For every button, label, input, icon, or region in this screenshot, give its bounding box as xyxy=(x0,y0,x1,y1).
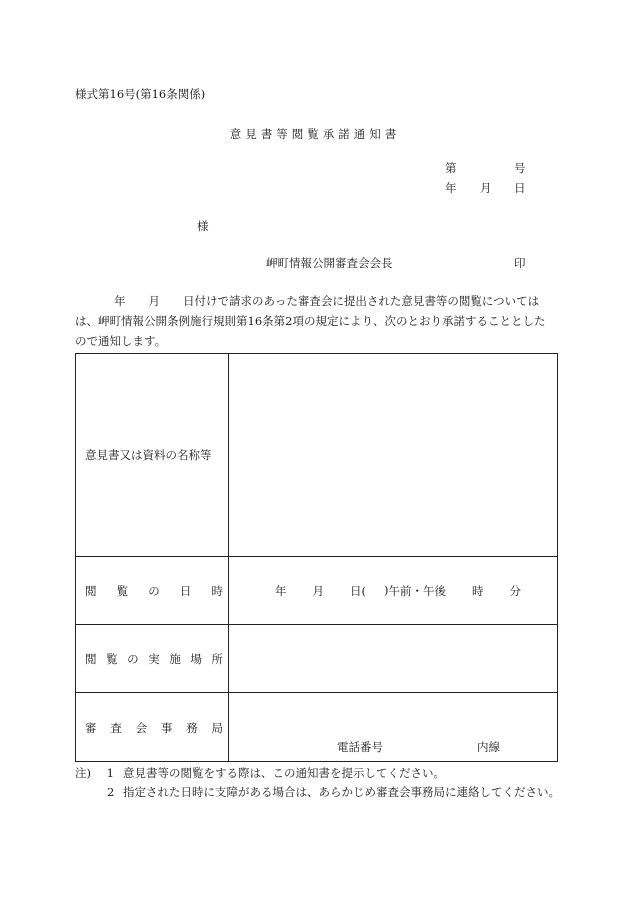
document-title: 意見書等閲覧承諾通知書 xyxy=(229,127,401,141)
note-text: 指定された日時に支障がある場合は、あらかじめ審査会事務局に連絡してください。 xyxy=(123,785,560,799)
dt-minute: 分 xyxy=(509,583,521,598)
date-year: 年 xyxy=(445,181,457,195)
dt-day: 日( xyxy=(350,583,366,598)
dt-month: 月 xyxy=(312,583,324,598)
dt-year: 年 xyxy=(275,583,287,598)
notice-form-table xyxy=(75,353,558,762)
body-line-2: は、岬町情報公開条例施行規則第16条第2項の規定により、次のとおり承諾することとした xyxy=(75,314,546,328)
notice-body xyxy=(75,291,555,351)
document-name-field xyxy=(229,354,558,557)
secretariat-label: 審 査 会 事 務 局 xyxy=(76,693,229,762)
row-viewing-place xyxy=(76,625,558,693)
viewing-place-field xyxy=(229,625,558,693)
issuer-name: 岬町情報公開審査会会長 xyxy=(266,256,393,270)
doc-number-suffix: 号 xyxy=(514,161,526,175)
date-month: 月 xyxy=(480,181,492,195)
viewing-datetime-label: 閲 覧 の 日 時 xyxy=(76,557,229,625)
note-item-1 xyxy=(75,764,565,783)
dt-hour: 時 xyxy=(472,583,484,598)
recipient-suffix: 様 xyxy=(197,219,209,233)
note-number: 2 xyxy=(107,785,115,799)
date-day: 日 xyxy=(514,181,526,195)
secretariat-field xyxy=(229,693,558,762)
dt-weekday-close: ) xyxy=(384,582,389,597)
row-viewing-datetime xyxy=(76,557,558,625)
notes xyxy=(75,764,565,802)
row-secretariat xyxy=(76,693,558,762)
note-number: 1 xyxy=(106,766,114,780)
form-id: 様式第16号(第16条関係) xyxy=(75,87,206,101)
dt-ampm: 午前・午後 xyxy=(388,583,446,598)
body-line-1: 年 月 日付けで請求のあった審査会に提出された意見書等の閲覧については xyxy=(114,294,540,308)
notes-prefix: 注) xyxy=(75,766,91,780)
seal-mark: 印 xyxy=(514,256,526,270)
viewing-datetime-field xyxy=(229,557,558,625)
note-item-2 xyxy=(75,783,565,802)
note-text: 意見書等の閲覧をする際は、この通知書を提示してください。 xyxy=(123,766,445,780)
document-name-label: 意見書又は資料の名称等 xyxy=(76,354,229,557)
doc-number-prefix: 第 xyxy=(445,161,457,175)
extension-label: 内線 xyxy=(477,740,500,754)
viewing-place-label: 閲 覧 の 実 施 場 所 xyxy=(76,625,229,693)
phone-label: 電話番号 xyxy=(337,740,383,754)
body-line-3: ので通知します。 xyxy=(75,334,167,348)
row-document-name xyxy=(76,354,558,557)
